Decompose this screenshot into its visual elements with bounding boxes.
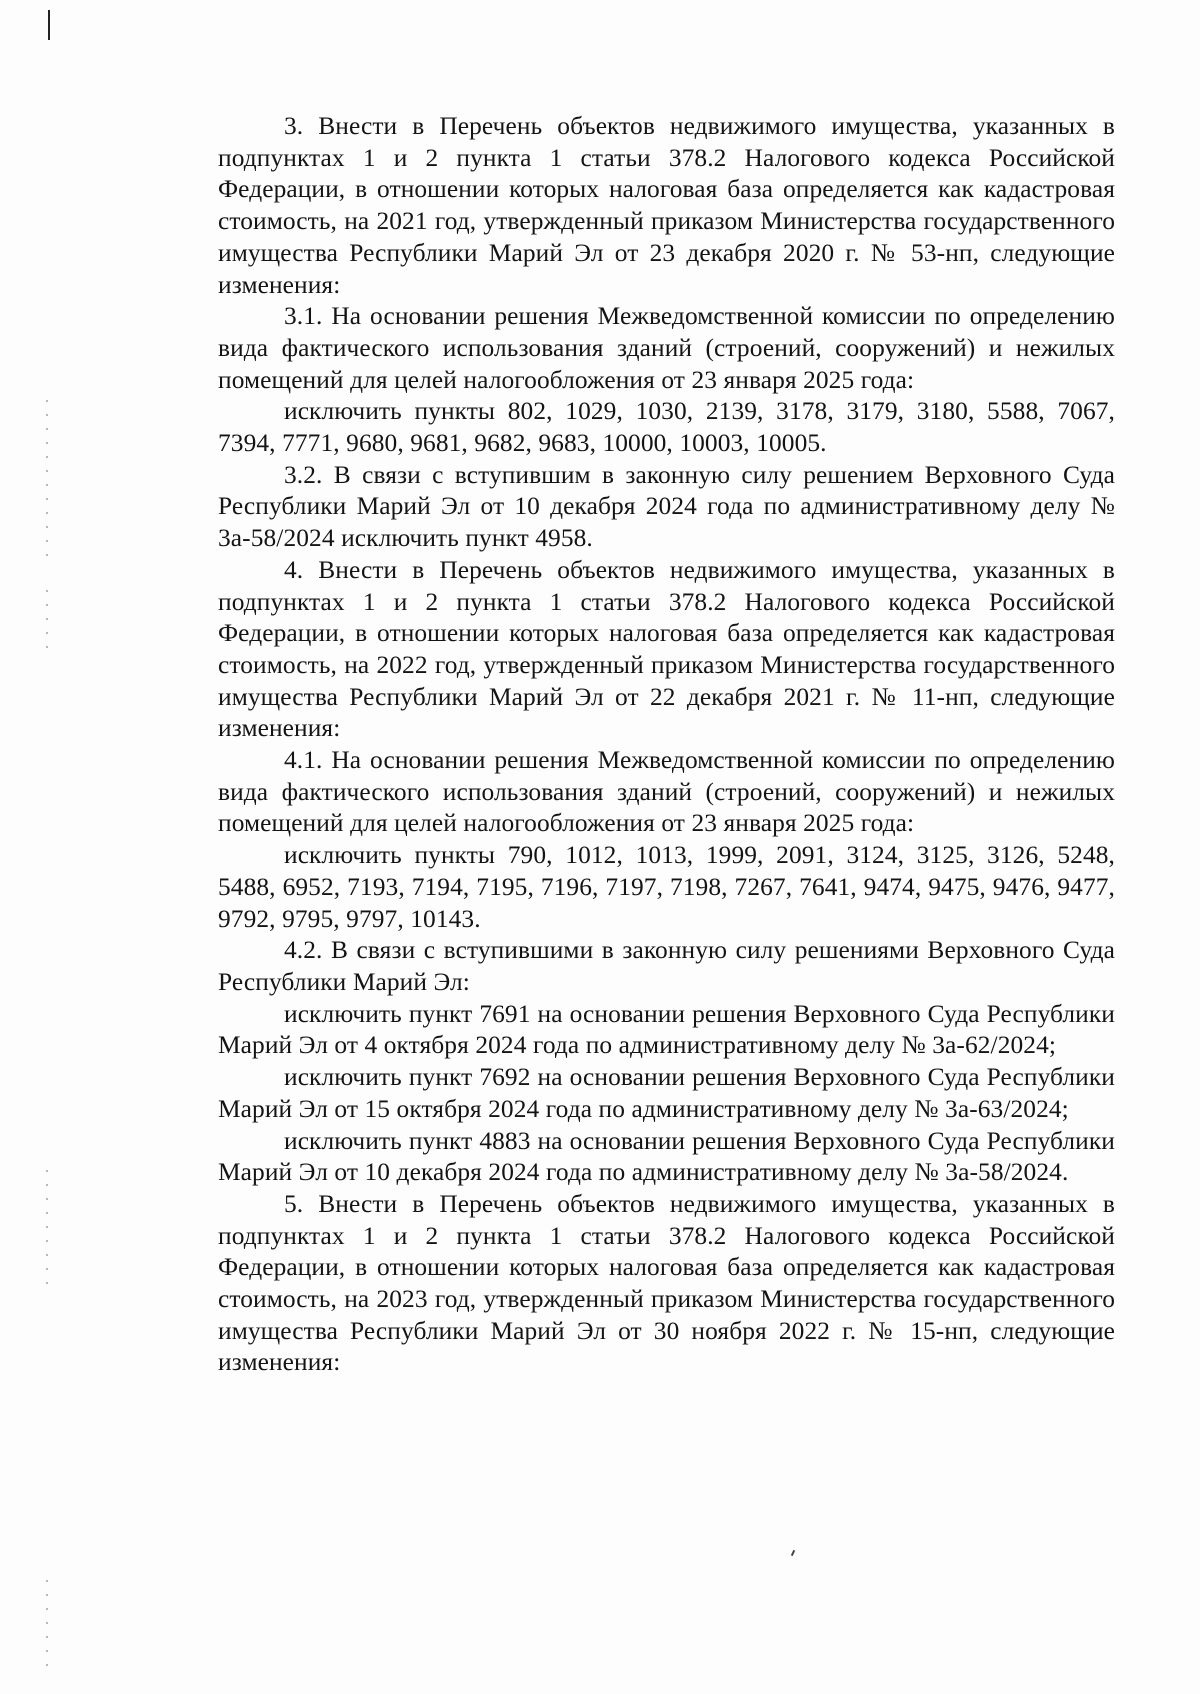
scan-artifact-dots bbox=[46, 590, 48, 650]
paragraph-4-1-items: исключить пункты 790, 1012, 1013, 1999, 2091, 3124, 3125, 3126, 5248, 5488, 6952, 7193, 7194, 7195, 7196, 7197, 7198, 7267, 7641, 9474, 9475, 9476, 9477, 9792, 9795, 9797, 10143. bbox=[218, 841, 1115, 933]
paragraph-4-1: 4.1. На основании решения Межведомственной комиссии по определению вида фактического использования зданий (строений, сооружений) и нежилых помещений для целей налогообложения от 23 января 2025 года: bbox=[218, 746, 1115, 838]
paragraph-4-2-item-3: исключить пункт 4883 на основании решения Верховного Суда Республики Марий Эл от 10 декабря 2024 года по административному делу № 3а-58/2024. bbox=[218, 1126, 1115, 1187]
scan-artifact-dots bbox=[46, 1580, 48, 1670]
scan-artifact-speck bbox=[791, 1550, 795, 1556]
paragraph-3-1: 3.1. На основании решения Межведомственной комиссии по определению вида фактического использования зданий (строений, сооружений) и нежилых помещений для целей налогообложения от 23 января 2025 года: bbox=[218, 302, 1115, 394]
paragraph-4-2: 4.2. В связи с вступившими в законную силу решениями Верховного Суда Республики Марий Эл: bbox=[218, 936, 1115, 996]
scan-artifact-mark bbox=[48, 10, 50, 40]
scan-artifact-dots bbox=[46, 1170, 48, 1290]
scan-artifact-dots bbox=[46, 400, 48, 560]
paragraph-3: 3. Внести в Перечень объектов недвижимого имущества, указанных в подпунктах 1 и 2 пункта 1 статьи 378.2 Налогового кодекса Российской Федерации, в отношении которых налоговая база определяется как кадастровая стоимость, на 2021 год, утвержденный приказом Министерства государственного имущества Республики Марий Эл от 23 декабря 2020 г. № 53-нп, следующие изменения: bbox=[218, 112, 1115, 299]
paragraph-3-2: 3.2. В связи с вступившим в законную силу решением Верховного Суда Республики Марий Эл от 10 декабря 2024 года по административному делу № 3а-58/2024 исключить пункт 4958. bbox=[218, 460, 1115, 553]
paragraph-4-2-item-1: исключить пункт 7691 на основании решения Верховного Суда Республики Марий Эл от 4 октября 2024 года по административному делу № 3а-62/2024; bbox=[218, 999, 1115, 1060]
paragraph-4: 4. Внести в Перечень объектов недвижимого имущества, указанных в подпунктах 1 и 2 пункта 1 статьи 378.2 Налогового кодекса Российской Федерации, в отношении которых налоговая база определяется как кадастровая стоимость, на 2022 год, утвержденный приказом Министерства государственного имущества Республики Марий Эл от 22 декабря 2021 г. № 11-нп, следующие изменения: bbox=[218, 555, 1115, 743]
paragraph-4-2-item-2: исключить пункт 7692 на основании решения Верховного Суда Республики Марий Эл от 15 октября 2024 года по административному делу № 3а-63/2024; bbox=[218, 1063, 1115, 1123]
paragraph-3-1-items: исключить пункты 802, 1029, 1030, 2139, 3178, 3179, 3180, 5588, 7067, 7394, 7771, 9680, 9681, 9682, 9683, 10000, 10003, 10005. bbox=[218, 397, 1115, 458]
document-body bbox=[218, 111, 1115, 1379]
paragraph-5: 5. Внести в Перечень объектов недвижимого имущества, указанных в подпунктах 1 и 2 пункта 1 статьи 378.2 Налогового кодекса Российской Федерации, в отношении которых налоговая база определяется как кадастровая стоимость, на 2023 год, утвержденный приказом Министерства государственного имущества Республики Марий Эл от 30 ноября 2022 г. № 15-нп, следующие изменения: bbox=[218, 1189, 1115, 1377]
